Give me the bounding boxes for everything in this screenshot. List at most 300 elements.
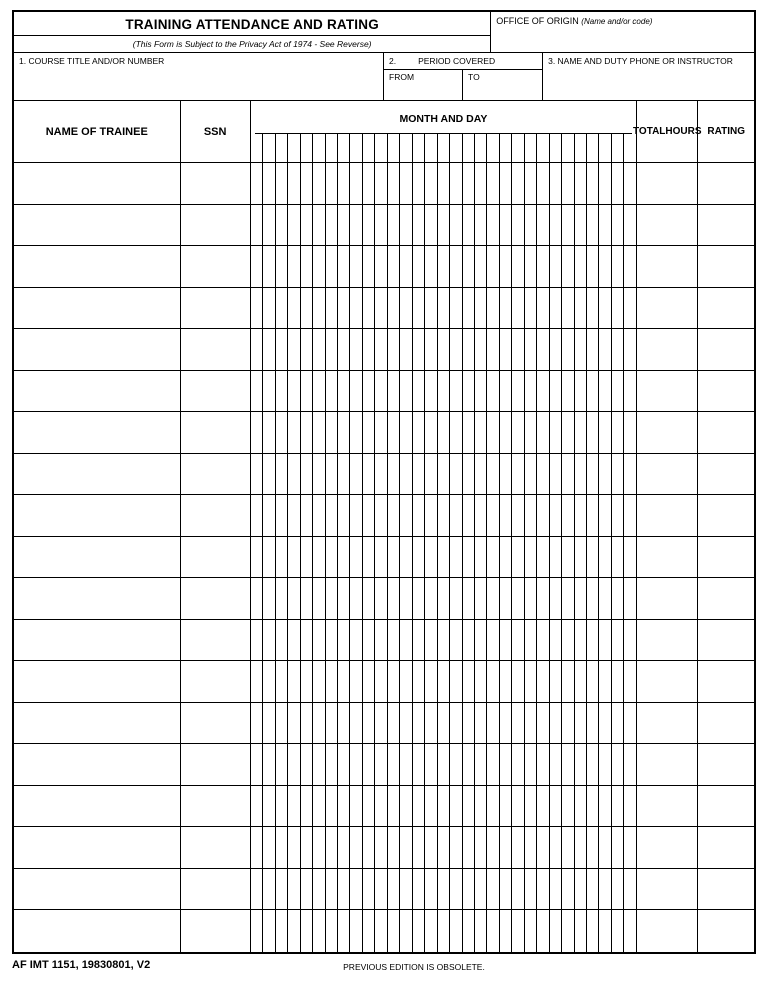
cell-day-15[interactable] bbox=[425, 371, 437, 412]
cell-day-10[interactable] bbox=[363, 744, 375, 785]
cell-day-16[interactable] bbox=[438, 495, 450, 536]
cell-day-28[interactable] bbox=[587, 786, 599, 827]
cell-day-19[interactable] bbox=[475, 163, 487, 204]
cell-day-20[interactable] bbox=[487, 827, 499, 868]
cell-day-3[interactable] bbox=[276, 620, 288, 661]
cell-total-hours[interactable] bbox=[637, 578, 698, 619]
cell-day-23[interactable] bbox=[525, 205, 537, 246]
cell-rating[interactable] bbox=[698, 827, 754, 868]
cell-day-20[interactable] bbox=[487, 454, 499, 495]
cell-day-21[interactable] bbox=[500, 703, 512, 744]
cell-day-21[interactable] bbox=[500, 910, 512, 952]
cell-day-10[interactable] bbox=[363, 412, 375, 453]
cell-day-20[interactable] bbox=[487, 744, 499, 785]
cell-day-31[interactable] bbox=[624, 205, 635, 246]
cell-day-9[interactable] bbox=[350, 495, 362, 536]
cell-day-19[interactable] bbox=[475, 620, 487, 661]
cell-day-17[interactable] bbox=[450, 412, 462, 453]
cell-day-4[interactable] bbox=[288, 537, 300, 578]
cell-day-19[interactable] bbox=[475, 661, 487, 702]
cell-total-hours[interactable] bbox=[637, 786, 698, 827]
cell-day-9[interactable] bbox=[350, 703, 362, 744]
cell-day-19[interactable] bbox=[475, 578, 487, 619]
cell-day-22[interactable] bbox=[512, 246, 524, 287]
cell-day-21[interactable] bbox=[500, 412, 512, 453]
cell-day-13[interactable] bbox=[400, 910, 412, 952]
cell-day-7[interactable] bbox=[326, 537, 338, 578]
cell-day-26[interactable] bbox=[562, 910, 574, 952]
cell-day-22[interactable] bbox=[512, 786, 524, 827]
cell-rating[interactable] bbox=[698, 661, 754, 702]
cell-day-4[interactable] bbox=[288, 620, 300, 661]
cell-day-20[interactable] bbox=[487, 329, 499, 370]
cell-day-27[interactable] bbox=[575, 288, 587, 329]
cell-day-4[interactable] bbox=[288, 786, 300, 827]
cell-rating[interactable] bbox=[698, 454, 754, 495]
cell-day-24[interactable] bbox=[537, 329, 549, 370]
cell-day-11[interactable] bbox=[375, 412, 387, 453]
cell-day-18[interactable] bbox=[463, 827, 475, 868]
cell-day-18[interactable] bbox=[463, 246, 475, 287]
cell-day-23[interactable] bbox=[525, 827, 537, 868]
cell-day-17[interactable] bbox=[450, 454, 462, 495]
cell-day-18[interactable] bbox=[463, 537, 475, 578]
cell-day-21[interactable] bbox=[500, 786, 512, 827]
cell-day-19[interactable] bbox=[475, 454, 487, 495]
cell-day-1[interactable] bbox=[251, 578, 263, 619]
cell-rating[interactable] bbox=[698, 620, 754, 661]
cell-day-28[interactable] bbox=[587, 288, 599, 329]
cell-day-9[interactable] bbox=[350, 205, 362, 246]
cell-day-17[interactable] bbox=[450, 786, 462, 827]
cell-day-10[interactable] bbox=[363, 827, 375, 868]
cell-total-hours[interactable] bbox=[637, 703, 698, 744]
cell-day-11[interactable] bbox=[375, 910, 387, 952]
cell-day-16[interactable] bbox=[438, 620, 450, 661]
cell-day-31[interactable] bbox=[624, 537, 635, 578]
cell-day-14[interactable] bbox=[413, 827, 425, 868]
cell-day-7[interactable] bbox=[326, 703, 338, 744]
cell-ssn[interactable] bbox=[181, 786, 251, 827]
cell-day-21[interactable] bbox=[500, 329, 512, 370]
cell-day-5[interactable] bbox=[301, 578, 313, 619]
cell-day-16[interactable] bbox=[438, 329, 450, 370]
cell-day-12[interactable] bbox=[388, 661, 400, 702]
cell-day-8[interactable] bbox=[338, 246, 350, 287]
cell-day-12[interactable] bbox=[388, 163, 400, 204]
cell-day-30[interactable] bbox=[612, 288, 624, 329]
cell-day-16[interactable] bbox=[438, 371, 450, 412]
cell-name-of-trainee[interactable] bbox=[14, 329, 181, 370]
cell-day-13[interactable] bbox=[400, 205, 412, 246]
cell-day-29[interactable] bbox=[599, 329, 611, 370]
cell-day-24[interactable] bbox=[537, 703, 549, 744]
cell-day-16[interactable] bbox=[438, 205, 450, 246]
cell-rating[interactable] bbox=[698, 910, 754, 952]
cell-day-5[interactable] bbox=[301, 288, 313, 329]
cell-day-28[interactable] bbox=[587, 205, 599, 246]
cell-day-24[interactable] bbox=[537, 827, 549, 868]
cell-day-29[interactable] bbox=[599, 910, 611, 952]
cell-day-15[interactable] bbox=[425, 537, 437, 578]
cell-ssn[interactable] bbox=[181, 205, 251, 246]
cell-rating[interactable] bbox=[698, 495, 754, 536]
cell-name-of-trainee[interactable] bbox=[14, 412, 181, 453]
cell-day-2[interactable] bbox=[263, 412, 275, 453]
cell-day-18[interactable] bbox=[463, 620, 475, 661]
cell-ssn[interactable] bbox=[181, 371, 251, 412]
cell-day-1[interactable] bbox=[251, 205, 263, 246]
cell-ssn[interactable] bbox=[181, 329, 251, 370]
cell-day-25[interactable] bbox=[550, 661, 562, 702]
cell-day-20[interactable] bbox=[487, 163, 499, 204]
cell-day-7[interactable] bbox=[326, 454, 338, 495]
cell-day-15[interactable] bbox=[425, 495, 437, 536]
cell-day-12[interactable] bbox=[388, 329, 400, 370]
cell-day-4[interactable] bbox=[288, 163, 300, 204]
cell-day-1[interactable] bbox=[251, 744, 263, 785]
cell-day-26[interactable] bbox=[562, 703, 574, 744]
cell-day-4[interactable] bbox=[288, 246, 300, 287]
cell-day-16[interactable] bbox=[438, 661, 450, 702]
cell-day-20[interactable] bbox=[487, 786, 499, 827]
cell-day-28[interactable] bbox=[587, 412, 599, 453]
cell-day-1[interactable] bbox=[251, 454, 263, 495]
period-to-field[interactable] bbox=[463, 70, 542, 100]
cell-day-17[interactable] bbox=[450, 703, 462, 744]
cell-day-28[interactable] bbox=[587, 495, 599, 536]
cell-day-25[interactable] bbox=[550, 246, 562, 287]
cell-day-3[interactable] bbox=[276, 869, 288, 910]
cell-day-19[interactable] bbox=[475, 205, 487, 246]
cell-day-14[interactable] bbox=[413, 288, 425, 329]
cell-rating[interactable] bbox=[698, 412, 754, 453]
cell-day-8[interactable] bbox=[338, 661, 350, 702]
cell-day-26[interactable] bbox=[562, 329, 574, 370]
cell-name-of-trainee[interactable] bbox=[14, 454, 181, 495]
cell-day-4[interactable] bbox=[288, 910, 300, 952]
cell-day-8[interactable] bbox=[338, 163, 350, 204]
cell-day-7[interactable] bbox=[326, 910, 338, 952]
cell-total-hours[interactable] bbox=[637, 288, 698, 329]
cell-day-22[interactable] bbox=[512, 620, 524, 661]
cell-day-16[interactable] bbox=[438, 454, 450, 495]
cell-rating[interactable] bbox=[698, 537, 754, 578]
cell-day-15[interactable] bbox=[425, 786, 437, 827]
cell-day-23[interactable] bbox=[525, 163, 537, 204]
cell-day-6[interactable] bbox=[313, 620, 325, 661]
cell-day-6[interactable] bbox=[313, 495, 325, 536]
cell-day-12[interactable] bbox=[388, 412, 400, 453]
cell-total-hours[interactable] bbox=[637, 163, 698, 204]
cell-day-7[interactable] bbox=[326, 412, 338, 453]
cell-day-25[interactable] bbox=[550, 329, 562, 370]
cell-day-14[interactable] bbox=[413, 578, 425, 619]
cell-day-20[interactable] bbox=[487, 412, 499, 453]
cell-day-14[interactable] bbox=[413, 910, 425, 952]
cell-day-28[interactable] bbox=[587, 869, 599, 910]
cell-day-11[interactable] bbox=[375, 288, 387, 329]
cell-day-10[interactable] bbox=[363, 910, 375, 952]
cell-day-8[interactable] bbox=[338, 827, 350, 868]
cell-day-8[interactable] bbox=[338, 495, 350, 536]
cell-day-12[interactable] bbox=[388, 910, 400, 952]
cell-day-5[interactable] bbox=[301, 371, 313, 412]
cell-day-3[interactable] bbox=[276, 412, 288, 453]
cell-day-3[interactable] bbox=[276, 786, 288, 827]
cell-day-6[interactable] bbox=[313, 246, 325, 287]
cell-day-29[interactable] bbox=[599, 827, 611, 868]
cell-day-13[interactable] bbox=[400, 869, 412, 910]
cell-day-14[interactable] bbox=[413, 661, 425, 702]
cell-day-3[interactable] bbox=[276, 578, 288, 619]
cell-day-12[interactable] bbox=[388, 454, 400, 495]
cell-day-19[interactable] bbox=[475, 288, 487, 329]
cell-day-4[interactable] bbox=[288, 329, 300, 370]
cell-day-23[interactable] bbox=[525, 246, 537, 287]
cell-day-1[interactable] bbox=[251, 288, 263, 329]
cell-day-31[interactable] bbox=[624, 620, 635, 661]
cell-day-29[interactable] bbox=[599, 869, 611, 910]
cell-day-15[interactable] bbox=[425, 205, 437, 246]
cell-day-22[interactable] bbox=[512, 744, 524, 785]
cell-day-18[interactable] bbox=[463, 578, 475, 619]
cell-name-of-trainee[interactable] bbox=[14, 661, 181, 702]
cell-day-6[interactable] bbox=[313, 786, 325, 827]
cell-day-4[interactable] bbox=[288, 288, 300, 329]
cell-day-3[interactable] bbox=[276, 910, 288, 952]
cell-day-2[interactable] bbox=[263, 371, 275, 412]
cell-day-9[interactable] bbox=[350, 412, 362, 453]
cell-day-16[interactable] bbox=[438, 744, 450, 785]
cell-day-14[interactable] bbox=[413, 371, 425, 412]
cell-day-7[interactable] bbox=[326, 163, 338, 204]
cell-day-24[interactable] bbox=[537, 495, 549, 536]
cell-day-25[interactable] bbox=[550, 495, 562, 536]
cell-day-17[interactable] bbox=[450, 620, 462, 661]
cell-day-9[interactable] bbox=[350, 910, 362, 952]
cell-day-1[interactable] bbox=[251, 869, 263, 910]
cell-ssn[interactable] bbox=[181, 620, 251, 661]
cell-day-3[interactable] bbox=[276, 495, 288, 536]
cell-day-2[interactable] bbox=[263, 827, 275, 868]
cell-day-10[interactable] bbox=[363, 163, 375, 204]
cell-day-14[interactable] bbox=[413, 620, 425, 661]
cell-day-1[interactable] bbox=[251, 786, 263, 827]
cell-day-29[interactable] bbox=[599, 163, 611, 204]
cell-day-12[interactable] bbox=[388, 578, 400, 619]
cell-day-10[interactable] bbox=[363, 537, 375, 578]
cell-day-19[interactable] bbox=[475, 910, 487, 952]
cell-day-30[interactable] bbox=[612, 827, 624, 868]
cell-day-9[interactable] bbox=[350, 371, 362, 412]
cell-day-30[interactable] bbox=[612, 620, 624, 661]
cell-day-18[interactable] bbox=[463, 869, 475, 910]
cell-day-21[interactable] bbox=[500, 495, 512, 536]
cell-day-20[interactable] bbox=[487, 869, 499, 910]
cell-name-of-trainee[interactable] bbox=[14, 703, 181, 744]
cell-day-29[interactable] bbox=[599, 246, 611, 287]
cell-day-13[interactable] bbox=[400, 537, 412, 578]
cell-day-31[interactable] bbox=[624, 246, 635, 287]
cell-day-18[interactable] bbox=[463, 703, 475, 744]
cell-day-10[interactable] bbox=[363, 661, 375, 702]
cell-day-31[interactable] bbox=[624, 454, 635, 495]
cell-day-24[interactable] bbox=[537, 163, 549, 204]
cell-day-9[interactable] bbox=[350, 827, 362, 868]
cell-day-19[interactable] bbox=[475, 786, 487, 827]
cell-day-12[interactable] bbox=[388, 703, 400, 744]
cell-day-23[interactable] bbox=[525, 329, 537, 370]
cell-total-hours[interactable] bbox=[637, 827, 698, 868]
cell-day-9[interactable] bbox=[350, 288, 362, 329]
cell-day-8[interactable] bbox=[338, 371, 350, 412]
cell-day-9[interactable] bbox=[350, 454, 362, 495]
cell-day-12[interactable] bbox=[388, 786, 400, 827]
cell-day-6[interactable] bbox=[313, 703, 325, 744]
cell-day-15[interactable] bbox=[425, 288, 437, 329]
cell-day-13[interactable] bbox=[400, 495, 412, 536]
cell-day-20[interactable] bbox=[487, 495, 499, 536]
cell-day-29[interactable] bbox=[599, 703, 611, 744]
cell-day-3[interactable] bbox=[276, 454, 288, 495]
cell-day-14[interactable] bbox=[413, 412, 425, 453]
cell-day-23[interactable] bbox=[525, 620, 537, 661]
cell-day-4[interactable] bbox=[288, 827, 300, 868]
cell-day-6[interactable] bbox=[313, 288, 325, 329]
cell-day-26[interactable] bbox=[562, 371, 574, 412]
cell-day-12[interactable] bbox=[388, 744, 400, 785]
cell-day-8[interactable] bbox=[338, 703, 350, 744]
cell-day-10[interactable] bbox=[363, 329, 375, 370]
cell-day-29[interactable] bbox=[599, 371, 611, 412]
cell-day-6[interactable] bbox=[313, 744, 325, 785]
cell-day-7[interactable] bbox=[326, 371, 338, 412]
cell-day-7[interactable] bbox=[326, 744, 338, 785]
cell-day-2[interactable] bbox=[263, 869, 275, 910]
cell-day-28[interactable] bbox=[587, 329, 599, 370]
cell-day-8[interactable] bbox=[338, 288, 350, 329]
cell-day-16[interactable] bbox=[438, 246, 450, 287]
cell-day-25[interactable] bbox=[550, 703, 562, 744]
cell-name-of-trainee[interactable] bbox=[14, 288, 181, 329]
cell-day-23[interactable] bbox=[525, 288, 537, 329]
cell-day-13[interactable] bbox=[400, 744, 412, 785]
cell-day-7[interactable] bbox=[326, 620, 338, 661]
cell-rating[interactable] bbox=[698, 869, 754, 910]
cell-day-2[interactable] bbox=[263, 578, 275, 619]
cell-day-10[interactable] bbox=[363, 288, 375, 329]
cell-day-24[interactable] bbox=[537, 744, 549, 785]
cell-day-11[interactable] bbox=[375, 661, 387, 702]
cell-day-30[interactable] bbox=[612, 910, 624, 952]
cell-day-7[interactable] bbox=[326, 246, 338, 287]
cell-day-5[interactable] bbox=[301, 495, 313, 536]
cell-ssn[interactable] bbox=[181, 288, 251, 329]
cell-day-3[interactable] bbox=[276, 205, 288, 246]
cell-day-8[interactable] bbox=[338, 869, 350, 910]
cell-day-18[interactable] bbox=[463, 495, 475, 536]
cell-day-22[interactable] bbox=[512, 371, 524, 412]
cell-day-31[interactable] bbox=[624, 329, 635, 370]
cell-day-27[interactable] bbox=[575, 786, 587, 827]
cell-day-1[interactable] bbox=[251, 412, 263, 453]
cell-ssn[interactable] bbox=[181, 246, 251, 287]
cell-day-2[interactable] bbox=[263, 288, 275, 329]
cell-day-3[interactable] bbox=[276, 537, 288, 578]
cell-day-11[interactable] bbox=[375, 537, 387, 578]
cell-day-13[interactable] bbox=[400, 412, 412, 453]
cell-day-16[interactable] bbox=[438, 163, 450, 204]
cell-day-25[interactable] bbox=[550, 288, 562, 329]
cell-day-17[interactable] bbox=[450, 869, 462, 910]
cell-day-14[interactable] bbox=[413, 246, 425, 287]
cell-day-28[interactable] bbox=[587, 703, 599, 744]
cell-day-5[interactable] bbox=[301, 412, 313, 453]
cell-day-4[interactable] bbox=[288, 703, 300, 744]
cell-day-25[interactable] bbox=[550, 578, 562, 619]
cell-day-30[interactable] bbox=[612, 454, 624, 495]
cell-day-11[interactable] bbox=[375, 371, 387, 412]
cell-day-17[interactable] bbox=[450, 205, 462, 246]
cell-day-6[interactable] bbox=[313, 537, 325, 578]
cell-day-30[interactable] bbox=[612, 495, 624, 536]
cell-day-4[interactable] bbox=[288, 869, 300, 910]
cell-day-10[interactable] bbox=[363, 620, 375, 661]
cell-day-8[interactable] bbox=[338, 412, 350, 453]
cell-total-hours[interactable] bbox=[637, 661, 698, 702]
cell-day-13[interactable] bbox=[400, 329, 412, 370]
cell-day-31[interactable] bbox=[624, 578, 635, 619]
cell-day-17[interactable] bbox=[450, 910, 462, 952]
cell-day-24[interactable] bbox=[537, 578, 549, 619]
cell-day-19[interactable] bbox=[475, 537, 487, 578]
cell-day-15[interactable] bbox=[425, 910, 437, 952]
cell-total-hours[interactable] bbox=[637, 412, 698, 453]
cell-day-30[interactable] bbox=[612, 329, 624, 370]
cell-day-24[interactable] bbox=[537, 371, 549, 412]
cell-day-11[interactable] bbox=[375, 246, 387, 287]
cell-day-30[interactable] bbox=[612, 371, 624, 412]
cell-day-4[interactable] bbox=[288, 495, 300, 536]
cell-day-31[interactable] bbox=[624, 371, 635, 412]
cell-day-25[interactable] bbox=[550, 454, 562, 495]
cell-day-15[interactable] bbox=[425, 744, 437, 785]
cell-day-18[interactable] bbox=[463, 454, 475, 495]
cell-day-4[interactable] bbox=[288, 744, 300, 785]
cell-day-18[interactable] bbox=[463, 329, 475, 370]
cell-day-24[interactable] bbox=[537, 246, 549, 287]
cell-day-29[interactable] bbox=[599, 205, 611, 246]
cell-day-3[interactable] bbox=[276, 288, 288, 329]
cell-ssn[interactable] bbox=[181, 454, 251, 495]
cell-day-2[interactable] bbox=[263, 910, 275, 952]
cell-rating[interactable] bbox=[698, 371, 754, 412]
cell-day-10[interactable] bbox=[363, 786, 375, 827]
cell-day-24[interactable] bbox=[537, 620, 549, 661]
cell-day-6[interactable] bbox=[313, 827, 325, 868]
cell-day-23[interactable] bbox=[525, 869, 537, 910]
cell-day-25[interactable] bbox=[550, 910, 562, 952]
cell-day-31[interactable] bbox=[624, 827, 635, 868]
cell-day-23[interactable] bbox=[525, 661, 537, 702]
cell-day-17[interactable] bbox=[450, 163, 462, 204]
cell-day-24[interactable] bbox=[537, 661, 549, 702]
cell-name-of-trainee[interactable] bbox=[14, 744, 181, 785]
cell-day-29[interactable] bbox=[599, 578, 611, 619]
cell-day-22[interactable] bbox=[512, 454, 524, 495]
cell-day-19[interactable] bbox=[475, 703, 487, 744]
